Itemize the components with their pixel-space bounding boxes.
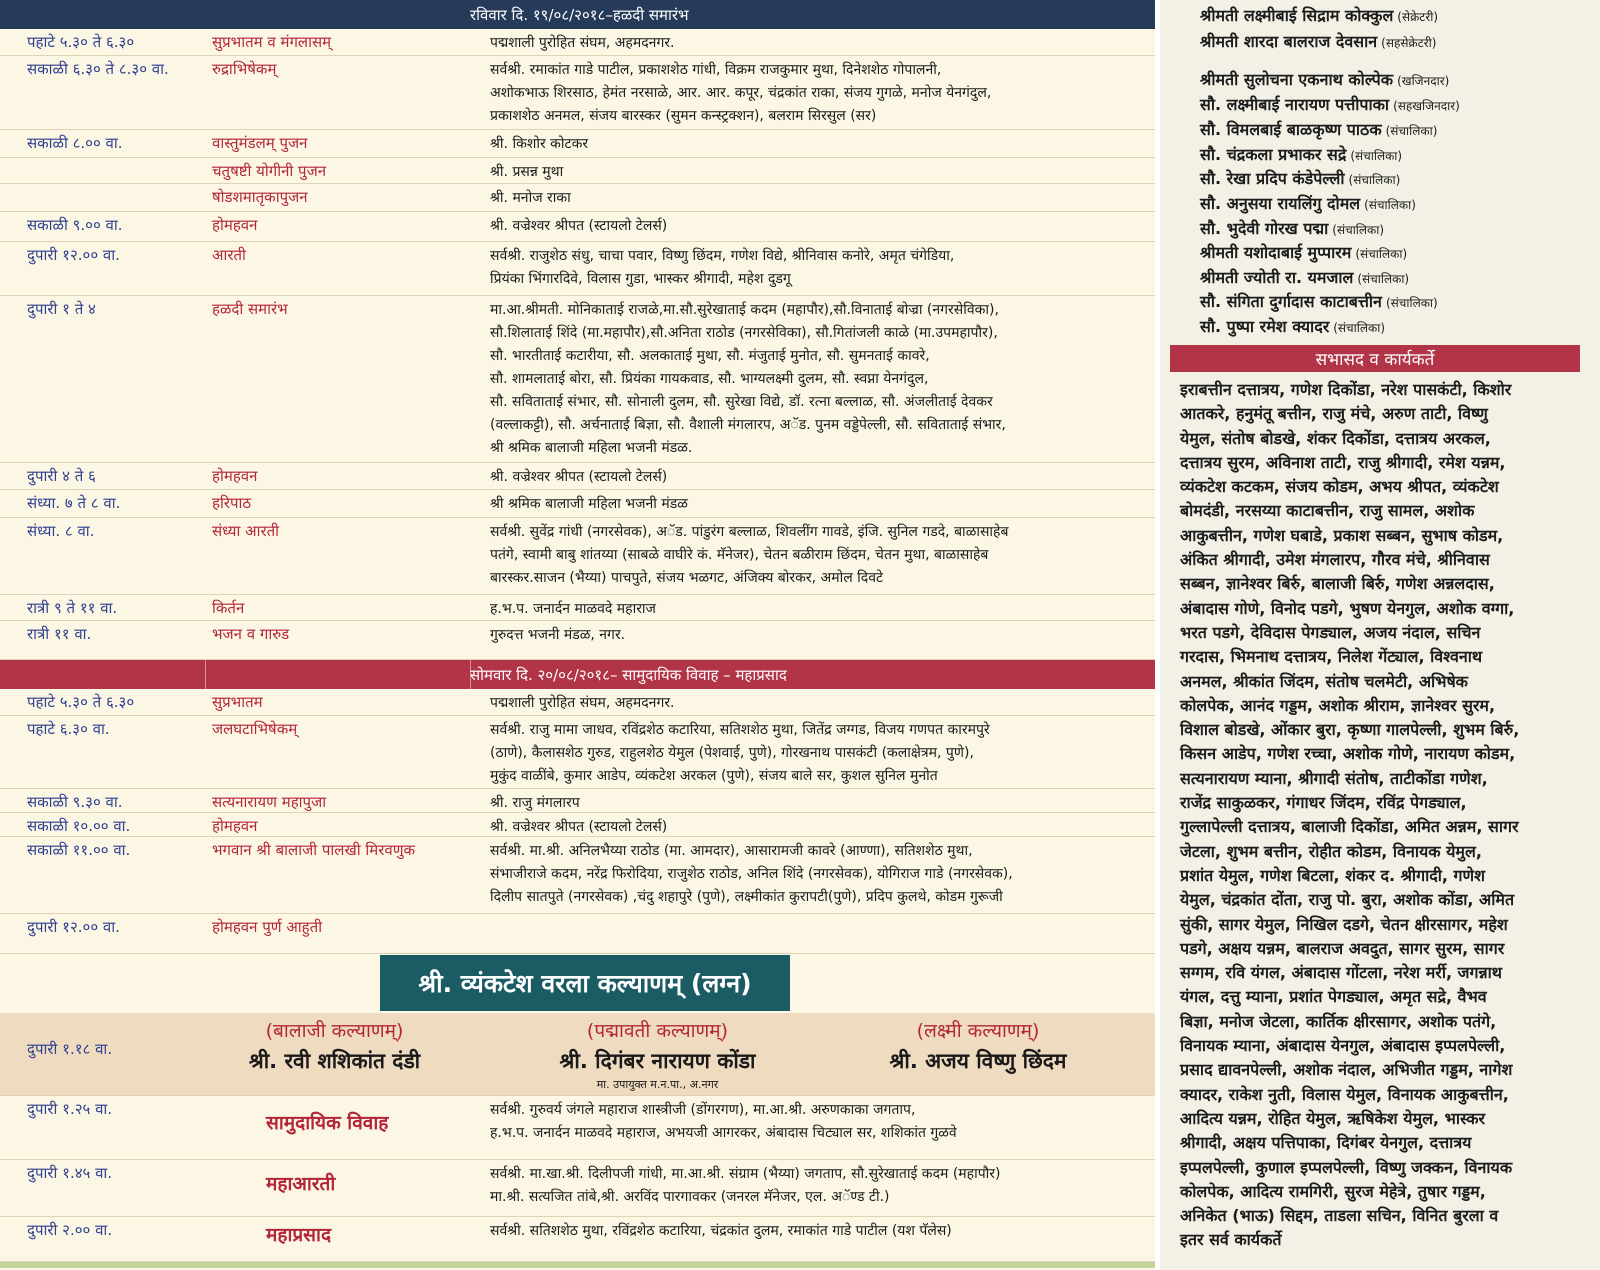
participants: [490, 816, 1150, 839]
officer-role: (संचालिका): [1348, 173, 1401, 187]
program-name: षोडशमातृकापुजन: [212, 188, 308, 206]
kalyanam-label: (लक्ष्मी कल्याणम्): [916, 1020, 1040, 1042]
program-name: भगवान श्री बालाजी पालखी मिरवणुक: [212, 841, 416, 859]
schedule-time: रात्री ११ वा.: [27, 625, 92, 643]
members-line: पडगे, अक्षय यन्नम, बालराज अवदुत, सागर सुरम, सागर: [1180, 938, 1505, 958]
officer-name: सौ. भुदेवी गोरख पद्मा: [1200, 219, 1329, 238]
members-line: अनिकेत (भाऊ) सिद्दम, ताडला सचिन, विनित बुरला व: [1180, 1206, 1499, 1226]
members-line: प्रसाद द्यावनपेल्ली, अशोक नंदाल, अभिजीत गड्डम, नागेश: [1180, 1060, 1513, 1080]
participants: [490, 719, 1150, 788]
participants: [490, 521, 1150, 590]
couple-name: श्री. अजय विष्णु छिंदम: [889, 1049, 1067, 1073]
schedule-row: [0, 813, 1155, 837]
participant-line: श्री. वज्रेश्वर श्रीपत (स्टायलो टेलर्स): [490, 819, 668, 835]
participants: [490, 692, 1150, 715]
schedule-row: [0, 837, 1155, 914]
members-line: सुंकी, सागर येमुल, निखिल दडगे, चेतन क्षीरसागर, महेश: [1180, 914, 1508, 934]
schedule-row: [0, 212, 1155, 242]
schedule-time: सकाळी १०.०० वा.: [27, 817, 131, 835]
participant-line: श्री. वज्रेश्वर श्रीपत (स्टायलो टेलर्स): [490, 218, 668, 234]
officer-role: (संचालिका): [1385, 124, 1438, 138]
bottom-divider: [0, 1262, 1155, 1268]
schedule-row: [0, 130, 1155, 158]
program-name: सत्यनारायण महापुजा: [212, 793, 327, 811]
schedule-row: [0, 689, 1155, 716]
participant-line: सर्वश्री. गुरुवर्य जंगले महाराज शास्त्रीजी (डोंगरगण), मा.आ.श्री. अरुणकाका जगताप,: [490, 1102, 916, 1118]
participant-line: पद्मशाली पुरोहित संघम, अहमदनगर.: [490, 695, 675, 711]
schedule-row: [0, 1096, 1155, 1160]
schedule-row: [0, 296, 1155, 463]
participant-line: श्री. राजु मंगलारप: [490, 795, 580, 811]
officer-entry: [1200, 93, 1460, 115]
day2-header: [0, 660, 1155, 689]
participants: [490, 32, 1150, 55]
members-line: बिज्ञा, मनोज जेटला, कार्तिक क्षीरसागर, अशोक पतंगे,: [1180, 1011, 1497, 1031]
participant-line: मा.श्री. सत्यजित तांबे,श्री. अरविंद पारगावकर (जनरल मॅनेजर, एल. अॅण्ड टी.): [490, 1189, 890, 1205]
officer-role: (संचालिका): [1350, 149, 1403, 163]
schedule-time: दुपारी १.४५ वा.: [27, 1164, 113, 1182]
schedule-time: दुपारी ४ ते ६: [27, 467, 96, 485]
participant-line: मा.आ.श्रीमती. मोनिकाताई राजळे,मा.सौ.सुरेखाताई कदम (महापौर),सौ.विनाताई बोज्रा (नगरसेविका),: [490, 302, 999, 318]
schedule-row: [0, 56, 1155, 130]
participant-line: गुरुदत्त भजनी मंडळ, नगर.: [490, 627, 626, 643]
participants: [490, 59, 1150, 128]
participant-line: अशोकभाऊ शिरसाठ, हेमंत नरसाळे, आर. आर. कपूर, चंद्रकांत राका, संजय गुगळे, मनोज येनगंदुल,: [490, 85, 992, 101]
participants: [490, 792, 1150, 815]
members-line: जेटला, शुभम बत्तीन, रोहीत कोडम, विनायक येमुल,: [1180, 841, 1482, 861]
officer-role: (संचालिका): [1385, 296, 1438, 310]
schedule-row: [0, 463, 1155, 490]
couple-name: श्री. रवी शशिकांत दंडी: [248, 1049, 421, 1073]
participant-line: श्री श्रमिक बालाजी महिला भजनी मंडळ: [490, 496, 688, 512]
participants: [490, 1099, 1150, 1145]
schedule-row: [0, 158, 1155, 184]
members-line: सग्गम, रवि यंगल, अंबादास गोंटला, नरेश मर्री, जगन्नाथ: [1180, 963, 1503, 983]
participants: [490, 161, 1150, 184]
participant-line: सर्वश्री. राजुशेठ संधु, चाचा पवार, विष्णु छिंदम, गणेश विद्ये, श्रीनिवास कनोरे, अमृत चंगेडिया,: [490, 248, 955, 264]
couple-designation: मा. उपायुक्त म.न.पा., अ.नगर: [596, 1078, 719, 1091]
officer-name: सौ. पुष्पा रमेश क्यादर: [1200, 317, 1330, 336]
participants: [490, 466, 1150, 489]
officer-role: (खजिनदार): [1397, 74, 1450, 88]
program-name: संध्या आरती: [212, 522, 280, 540]
participant-line: दिलीप सातपुते (नगरसेवक) ,चंदु शहापुरे (पुणे), लक्ष्मीकांत कुरापटी(पुणे), प्रदिप कुलथे, कोडम गुरूजी: [490, 889, 1003, 905]
officer-name: श्रीमती सुलोचना एकनाथ कोल्पेक: [1200, 70, 1394, 89]
officer-name: श्रीमती लक्ष्मीबाई सिद्राम कोक्कुल: [1200, 6, 1394, 25]
participant-line: बारस्कर.साजन (भैय्या) पाचपुते, संजय भळगट, अंजिक्य बोरकर, अमोल दिवटे: [490, 570, 884, 586]
schedule-time: सकाळी ९.०० वा.: [27, 216, 123, 234]
participant-line: (ठाणे), कैलासशेठ गुरुड, राहुलशेठ येमुल (पेशवाई, पुणे), गोरखनाथ पासकंटी (कलाक्षेत्रम, पुणे),: [490, 745, 974, 761]
couple-name: श्री. दिगंबर नारायण कोंडा: [559, 1049, 756, 1073]
schedule-row: [0, 1217, 1155, 1262]
officer-role: (संचालिका): [1333, 321, 1386, 335]
members-line: अनमल, श्रीकांत जिंदम, संतोष चलमेटी, अभिषेक: [1180, 671, 1468, 691]
schedule-row: [0, 914, 1155, 954]
members-line: सब्बन, ज्ञानेश्वर बिर्रु, बालाजी बिर्रु, गणेश अन्नलदास,: [1180, 574, 1495, 594]
members-line: गरदास, भिमनाथ दत्तात्रय, निलेश गेंट्याल, विश्वनाथ: [1180, 647, 1483, 667]
members-line: कोलपेक, आदित्य रामगिरी, सुरज मेहेत्रे, तुषार गड्डम,: [1180, 1181, 1486, 1201]
program-name: होमहवन: [212, 216, 258, 234]
participant-line: सौ. शामलाताई बोरा, सौ. प्रियंका गायकवाड, सौ. भाग्यलक्ष्मी दुलम, सौ. स्वप्ना येनगंदुल,: [490, 371, 929, 387]
participant-line: पद्मशाली पुरोहित संघम, अहमदनगर.: [490, 35, 675, 51]
schedule-time: पहाटे ६.३० वा.: [27, 720, 110, 738]
schedule-time: संध्या. ८ वा.: [27, 522, 95, 540]
participant-line: श्री. वज्रेश्वर श्रीपत (स्टायलो टेलर्स): [490, 469, 668, 485]
participants: [490, 624, 1150, 647]
members-line: यंगल, दत्तु म्याना, प्रशांत पेगड्याल, अमृत सद्रे, वैभव: [1180, 987, 1487, 1007]
schedule-time: दुपारी १२.०० वा.: [27, 918, 120, 936]
schedule-row: [0, 789, 1155, 813]
members-header: सभासद व कार्यकर्ते: [1170, 345, 1580, 372]
program-name: किर्तन: [212, 599, 245, 617]
members-line: गुल्लापेल्ली दत्तात्रय, बालाजी दिकोंडा, अमित अन्नम, सागर: [1180, 817, 1519, 837]
members-line: प्रशांत येमुल, गणेश बिटला, शंकर द. श्रीगादी, गणेश: [1180, 865, 1485, 885]
participants: [490, 1163, 1150, 1209]
members-line: क्यादर, राकेश नुती, विलास येमुल, विनायक आकुबत्तीन,: [1180, 1084, 1509, 1104]
schedule-row: [0, 518, 1155, 595]
schedule-row: [0, 242, 1155, 296]
participant-line: सर्वश्री. मा.खा.श्री. दिलीपजी गांधी, मा.आ.श्री. संग्राम (भैय्या) जगताप, सौ.सुरेखाताई कदम (महापौर): [490, 1166, 1001, 1182]
schedule-time: रात्री ९ ते ११ वा.: [27, 599, 118, 617]
participants: [490, 245, 1150, 291]
participant-line: सर्वश्री. सुवेंद्र गांधी (नगरसेवक), अॅड. पांडुरंग बल्लाळ, शिवलींग गावडे, इंजि. सुनिल गडदे, बाळासाहेब: [490, 524, 1009, 540]
schedule-time: सकाळी ६.३० ते ८.३० वा.: [27, 60, 169, 78]
program-name: महाप्रसाद: [266, 1223, 332, 1246]
program-name: हळदी समारंभ: [212, 300, 288, 318]
schedule-row: [0, 184, 1155, 212]
officer-name: श्रीमती शारदा बालराज देवसान: [1200, 32, 1378, 51]
participants: [490, 598, 1150, 621]
officer-role: (सेक्रेटरी): [1397, 10, 1439, 24]
members-list: [1180, 378, 1580, 1253]
participants: [490, 215, 1150, 238]
members-line: व्यंकटेश कटकम, संजय कोडम, अभय श्रीपत, व्यंकटेश: [1180, 477, 1499, 497]
program-name: सुप्रभातम: [212, 693, 263, 711]
members-line: भरत पडगे, देविदास पेगड्याल, अजय नंदाल, सचिन: [1180, 622, 1481, 642]
participant-line: सौ. सविताताई संभार, सौ. सोनाली दुलम, सौ. सुरेखा विद्ये, डॉ. रत्ना बल्लाळ, सौ. अंजलीताई देवकर: [490, 394, 993, 410]
program-name: भजन व गारुड: [212, 625, 290, 643]
program-name: वास्तुमंडलम् पुजन: [212, 134, 308, 152]
members-line: इतर सर्व कार्यकर्ते: [1180, 1230, 1282, 1250]
members-line: राजेंद्र साकुळकर, गंगाधर जिंदम, रविंद्र पेगड्याल,: [1180, 793, 1467, 813]
officer-entry: [1200, 143, 1402, 165]
members-line: अंकित श्रीगादी, उमेश मंगलारप, गौरव मंचे, श्रीनिवास: [1180, 550, 1490, 570]
members-line: अंबादास गोणे, विनोद पडगे, भुषण येनगुल, अशोक वग्गा,: [1180, 598, 1515, 618]
members-line: दत्तात्रय सुरम, अविनाश ताटी, राजु श्रीगादी, रमेश यन्नम,: [1180, 452, 1506, 472]
wedding-row: [0, 1013, 1155, 1096]
members-line: विशाल बोडखे, ओंकार बुरा, कृष्णा गालपेल्ली, शुभम बिर्रु,: [1180, 720, 1520, 740]
program-name: आरती: [212, 246, 246, 264]
officer-entry: [1200, 266, 1409, 288]
officer-name: श्रीमती ज्योती रा. यमजाल: [1200, 268, 1354, 287]
officer-entry: [1200, 192, 1416, 214]
schedule-row: [0, 490, 1155, 518]
schedule-time: पहाटे ५.३० ते ६.३०: [27, 33, 135, 51]
schedule-time: सकाळी ९.३० वा.: [27, 793, 123, 811]
officer-entry: [1200, 118, 1437, 140]
participant-line: सर्वश्री. राजु मामा जाधव, रविंद्रशेठ कटारिया, सतिशशेठ मुथा, जितेंद्र जग्गड, विजय गणपत कारमपुरे: [490, 722, 990, 738]
officer-entry: [1200, 30, 1436, 52]
members-line: आदित्य यन्नम, रोहित येमुल, ऋषिकेश येमुल, भास्कर: [1180, 1108, 1486, 1128]
schedule-time: दुपारी २.०० वा.: [27, 1221, 113, 1239]
officer-name: सौ. रेखा प्रदिप कंडेपेल्ली: [1200, 169, 1345, 188]
officer-name: सौ. संगिता दुर्गादास काटाबत्तीन: [1200, 292, 1382, 311]
officer-name: श्रीमती यशोदाबाई मुप्पारम: [1200, 243, 1352, 262]
officer-role: (संचालिका): [1364, 198, 1416, 212]
participant-line: (वल्लाकट्टी), सौ. अर्चनाताई बिज्ञा, सौ. वैशाली मंगलारप, अॅड. पुनम वड्डेपेल्ली, सौ. सविताताई संभार,: [490, 417, 1006, 433]
participant-line: श्री. प्रसन्न मुथा: [490, 164, 564, 180]
day1-header: [0, 0, 1155, 29]
day2-header-text: सोमवार दि. २०/०८/२०१८– सामुदायिक विवाह – महाप्रसाद: [470, 665, 787, 684]
participant-line: प्रियंका भिंगारदिवे, विलास गुडा, भास्कर श्रीगादी, महेश दुडगू: [490, 271, 791, 287]
schedule-row: [0, 716, 1155, 789]
schedule-time: दुपारी १ ते ४: [27, 300, 96, 318]
schedule-time: दुपारी १.२५ वा.: [27, 1100, 113, 1118]
participant-line: सौ.शिलाताई शिंदे (मा.महापौर),सौ.अनिता राठोड (नगरसेविका), सौ.गितांजली काळे (मा.उपमहापौर),: [490, 325, 998, 341]
participant-line: मुकुंद वाळींबे, कुमार आडेप, व्यंकटेश अरकल (पुणे), संजय बाले सर, कुशल सुनिल मुनोत: [490, 768, 938, 784]
members-line: आतकरे, हनुमंतू बत्तीन, राजु मंचे, अरुण ताटी, विष्णु: [1180, 404, 1488, 424]
schedule-row: [0, 1160, 1155, 1217]
officer-role: (संचालिका): [1355, 247, 1408, 261]
officer-role: (संचालिका): [1357, 272, 1410, 286]
wedding-banner: श्री. व्यंकटेश वरला कल्याणम् (लग्न): [380, 955, 790, 1011]
officer-entry: [1200, 167, 1400, 189]
participants: [490, 1220, 1150, 1243]
participant-line: सौ. भारतीताई कटारीया, सौ. अलकाताई मुथा, सौ. मंजुताई मुनोत, सौ. सुमनताई कावरे,: [490, 348, 930, 364]
kalyanam-label: (पद्मावती कल्याणम्): [586, 1020, 729, 1042]
members-line: इराबत्तीन दत्तात्रय, गणेश दिकोंडा, नरेश पासकंटी, किशोर: [1180, 380, 1512, 399]
participant-line: श्री. मनोज राका: [490, 190, 571, 206]
officer-name: सौ. अनुसया रायलिंगु दोमल: [1200, 194, 1361, 213]
program-name: सामुदायिक विवाह: [266, 1112, 389, 1134]
program-name: सुप्रभातम व मंगलासम्: [212, 33, 332, 51]
participant-line: श्री श्रमिक बालाजी महिला भजनी मंडळ.: [490, 440, 693, 456]
program-name: हरिपाठ: [212, 494, 252, 512]
schedule-time: सकाळी ११.०० वा.: [27, 841, 131, 859]
officer-name: सौ. विमलबाई बाळकृष्ण पाठक: [1200, 120, 1382, 139]
participant-line: पतंगे, स्वामी बाबु शांतय्या (साबळे वाघीरे कं. मॅनेजर), चेतन बळीराम छिंदम, चेतन मुथा, बाळासाहेब: [490, 547, 989, 563]
schedule-row: [0, 621, 1155, 660]
officer-entry: [1200, 241, 1407, 263]
program-name: रुद्राभिषेकम्: [212, 60, 277, 78]
program-name: होमहवन: [212, 817, 258, 835]
participants: [490, 299, 1150, 460]
participants: [490, 187, 1150, 210]
participant-line: प्रकाशशेठ अनमल, संजय बारस्कर (सुमन कन्स्ट्रक्शन), बलराम सिरसुल (सर): [490, 108, 877, 124]
schedule-time: दुपारी १२.०० वा.: [27, 246, 120, 264]
participants: [490, 840, 1150, 909]
officer-role: (सहखजिनदार): [1393, 99, 1460, 113]
officer-entry: [1200, 290, 1438, 312]
day1-header-text: रविवार दि. १९/०८/२०१८–हळदी समारंभ: [470, 5, 689, 24]
officer-name: सौ. लक्ष्मीबाई नारायण पत्तीपाका: [1200, 95, 1390, 114]
officer-entry: [1200, 217, 1384, 239]
wedding-couple-1: [222, 1017, 447, 1075]
wedding-couple-3: [858, 1017, 1098, 1075]
officer-entry: [1200, 315, 1385, 337]
members-line: किसन आडेप, गणेश रच्चा, अशोक गोणे, नारायण कोडम,: [1180, 744, 1516, 764]
program-name: होमहवन: [212, 467, 258, 485]
participant-line: संभाजीराजे कदम, नरेंद्र फिरोदिया, राजुशेठ राठोड, अनिल शिंदे (नगरसेवक), योगिराज गाडे (नगरसेवक),: [490, 866, 1013, 882]
participants: [490, 133, 1150, 156]
officer-name: सौ. चंद्रकला प्रभाकर सद्रे: [1200, 145, 1347, 164]
participant-line: श्री. किशोर कोटकर: [490, 136, 589, 152]
participant-line: ह.भ.प. जनार्दन माळवदे महाराज, अभयजी आगरकर, अंबादास चिट्याल सर, शशिकांत गुळवे: [490, 1125, 957, 1141]
members-line: आकुबत्तीन, गणेश घबाडे, प्रकाश सब्बन, सुभाष कोडम,: [1180, 525, 1504, 545]
schedule-time: संध्या. ७ ते ८ वा.: [27, 494, 121, 512]
kalyanam-label: (बालाजी कल्याणम्): [265, 1020, 404, 1042]
participant-line: ह.भ.प. जनार्दन माळवदे महाराज: [490, 601, 656, 617]
schedule-row: [0, 29, 1155, 56]
members-line: येमुल, चंद्रकांत दोंता, राजु पो. बुरा, अशोक कोंडा, अमित: [1180, 890, 1515, 910]
program-name: महाआरती: [266, 1172, 336, 1195]
members-line: श्रीगादी, अक्षय पत्तिपाका, दिगंबर येनगुल, दत्तात्रय: [1180, 1133, 1472, 1153]
members-line: सत्यनारायण म्याना, श्रीगादी संतोष, ताटीकोंडा गणेश,: [1180, 768, 1488, 788]
members-line: विनायक म्याना, अंबादास येनगुल, अंबादास इप्पलपेल्ली,: [1180, 1036, 1506, 1056]
members-line: येमुल, संतोष बोडखे, शंकर दिकोंडा, दत्तात्रय अरकल,: [1180, 428, 1491, 448]
program-name: चतुषष्टी योगीनी पुजन: [212, 162, 327, 180]
wedding-couple-2: [520, 1017, 795, 1092]
participant-line: सर्वश्री. रमाकांत गाडे पाटील, प्रकाशशेठ गांधी, विक्रम राजकुमार मुथा, दिनेशशेठ गोपालनी,: [490, 62, 942, 78]
officer-role: (सहसेक्रेटरी): [1381, 36, 1437, 50]
officer-entry: [1200, 68, 1449, 90]
schedule-time: पहाटे ५.३० ते ६.३०: [27, 693, 135, 711]
officer-role: (संचालिका): [1332, 223, 1385, 237]
program-name: जलघटाभिषेकम्: [212, 720, 298, 738]
officer-entry: [1200, 4, 1438, 26]
members-line: कोलपेक, आनंद गड्डम, अशोक श्रीराम, ज्ञानेश्वर सुरम,: [1180, 695, 1496, 715]
program-name: होमहवन पुर्ण आहुती: [212, 918, 323, 936]
members-line: बोमदंडी, नरसय्या काटाबत्तीन, राजु सामल, अशोक: [1180, 501, 1475, 521]
schedule-time: सकाळी ८.०० वा.: [27, 134, 123, 152]
wedding-time: दुपारी १.१८ वा.: [27, 1040, 113, 1058]
participant-line: सर्वश्री. सतिशशेठ मुथा, रविंद्रशेठ कटारिया, चंद्रकांत दुलम, रमाकांत गाडे पाटील (यश पॅलेस): [490, 1223, 952, 1239]
participants: [490, 493, 1150, 516]
schedule-row: [0, 595, 1155, 621]
participant-line: सर्वश्री. मा.श्री. अनिलभैय्या राठोड (मा. आमदार), आसारामजी कावरे (आण्णा), सतिशशेठ मुथा,: [490, 843, 973, 859]
members-line: इप्पलपेल्ली, कुणाल इप्पलपेल्ली, विष्णु जक्कन, विनायक: [1180, 1157, 1513, 1177]
